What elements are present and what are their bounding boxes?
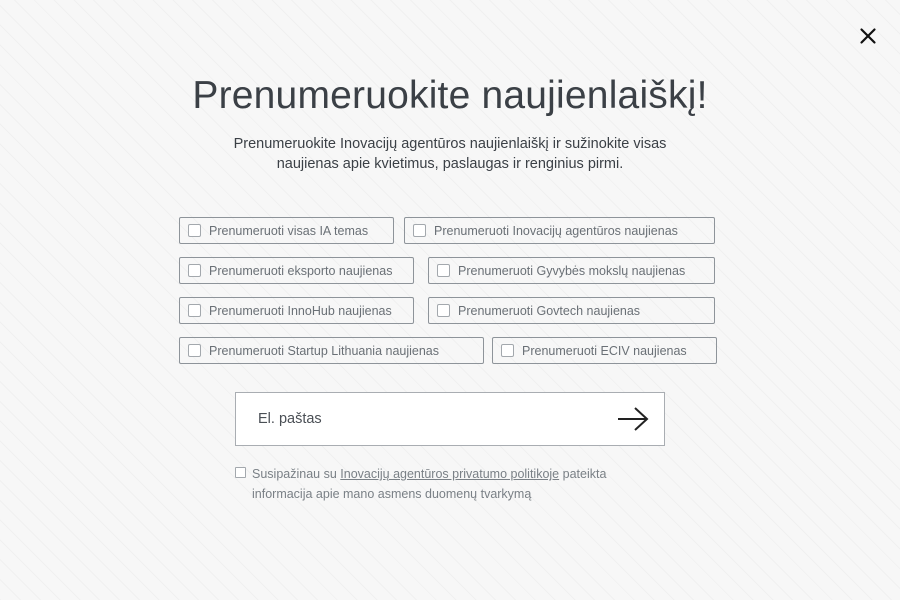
close-icon — [856, 24, 880, 48]
checkbox[interactable] — [437, 264, 450, 277]
checkbox[interactable] — [437, 304, 450, 317]
option-agency-news[interactable] — [404, 217, 715, 244]
checkbox[interactable] — [188, 224, 201, 237]
option-life-sciences-news[interactable] — [428, 257, 715, 284]
modal-title: Prenumeruokite naujienlaiškį! — [192, 74, 708, 117]
option-label: Prenumeruoti eksporto naujienas — [209, 263, 393, 278]
option-innohub-news[interactable] — [179, 297, 414, 324]
option-label: Prenumeruoti Inovacijų agentūros naujienas — [434, 223, 678, 238]
email-input[interactable] — [258, 393, 598, 445]
privacy-policy-link[interactable]: Inovacijų agentūros privatumo politikoje — [340, 467, 560, 481]
option-label: Prenumeruoti Gyvybės mokslų naujienas — [458, 263, 686, 278]
subtitle-line-1: Prenumeruokite Inovacijų agentūros naujienlaiškį ir sužinokite visas — [233, 136, 667, 152]
checkbox[interactable] — [188, 264, 201, 277]
option-startup-lithuania-news[interactable] — [179, 337, 484, 364]
option-eciv-news[interactable] — [492, 337, 717, 364]
option-label: Prenumeruoti ECIV naujienas — [522, 343, 687, 358]
checkbox[interactable] — [188, 304, 201, 317]
option-govtech-news[interactable] — [428, 297, 715, 324]
option-label: Prenumeruoti Startup Lithuania naujienas — [209, 343, 440, 358]
checkbox[interactable] — [413, 224, 426, 237]
subtitle-line-2: naujienas apie kvietimus, paslaugas ir renginius pirmi. — [276, 156, 624, 172]
email-form — [235, 392, 665, 446]
consent-checkbox[interactable] — [235, 467, 246, 478]
option-export-news[interactable] — [179, 257, 414, 284]
consent-text — [252, 464, 672, 504]
option-label: Prenumeruoti visas IA temas — [209, 223, 369, 238]
option-all-topics[interactable] — [179, 217, 394, 244]
modal-subtitle — [200, 134, 700, 174]
consent-text-before: Susipažinau su — [252, 467, 341, 481]
consent-text-line-2: informacija apie mano asmens duomenų tvarkymą — [252, 487, 532, 501]
consent-text-after: pateikta — [559, 467, 607, 481]
arrow-right-icon — [614, 406, 654, 432]
checkbox[interactable] — [501, 344, 514, 357]
submit-button[interactable] — [614, 406, 654, 432]
option-label: Prenumeruoti Govtech naujienas — [458, 303, 641, 318]
option-label: Prenumeruoti InnoHub naujienas — [209, 303, 392, 318]
close-button[interactable] — [856, 24, 880, 48]
checkbox[interactable] — [188, 344, 201, 357]
